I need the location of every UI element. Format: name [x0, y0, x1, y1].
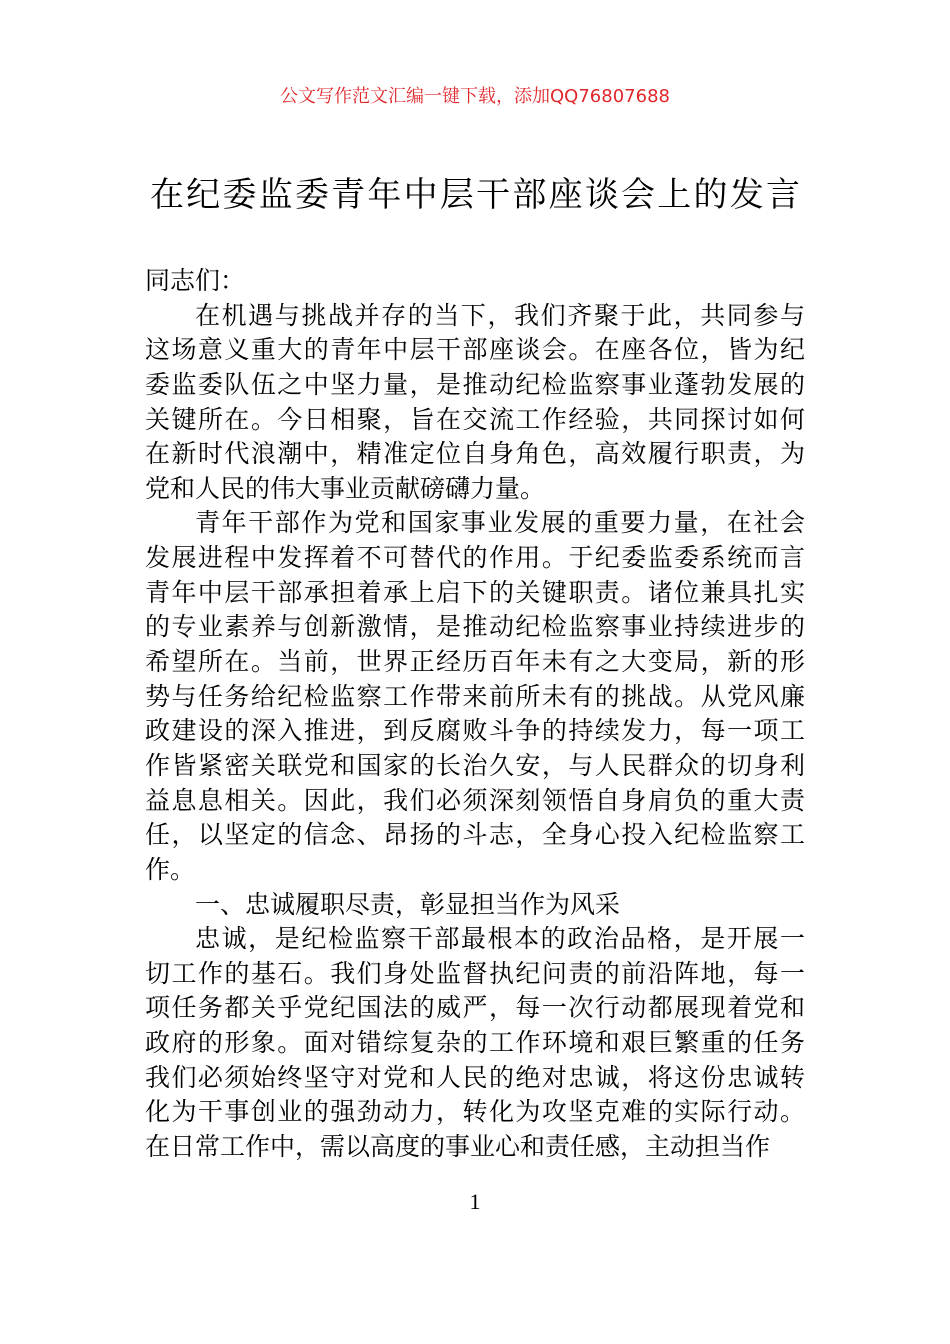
text-line: 忠诚，是纪检监察干部最根本的政治品格，是开展一 — [195, 924, 805, 954]
text-line: 党和人民的伟大事业贡献磅礴力量。 — [145, 473, 546, 503]
text-line: 在日常工作中，需以高度的事业心和责任感，主动担当作 — [145, 1132, 771, 1162]
text-line: 希望所在。当前，世界正经历百年未有之大变局，新的形 — [145, 647, 805, 677]
paragraph — [145, 506, 805, 887]
document-body — [145, 264, 805, 1165]
text-line: 项任务都关乎党纪国法的威严，每一次行动都展现着党和 — [145, 993, 805, 1023]
text-line: 在机遇与挑战并存的当下，我们齐聚于此，共同参与 — [195, 300, 805, 330]
text-line: 作。 — [145, 854, 196, 884]
text-line: 青年中层干部承担着承上启下的关键职责。诸位兼具扎实 — [145, 577, 805, 607]
text-line: 政府的形象。面对错综复杂的工作环境和艰巨繁重的任务 — [145, 1028, 805, 1058]
text-line: 益息息相关。因此，我们必须深刻领悟自身肩负的重大责 — [145, 785, 805, 815]
text-line: 切工作的基石。我们身处监督执纪问责的前沿阵地，每一 — [145, 958, 805, 988]
document-title: 在纪委监委青年中层干部座谈会上的发言 — [150, 175, 800, 215]
greeting: 同志们： — [145, 266, 246, 295]
text-line: 的专业素养与创新激情，是推动纪检监察事业持续进步的 — [145, 612, 805, 642]
paragraph — [145, 299, 805, 507]
text-line: 青年干部作为党和国家事业发展的重要力量，在社会 — [195, 508, 805, 538]
text-line: 发展进程中发挥着不可替代的作用。于纪委监委系统而言 — [145, 543, 805, 573]
text-line: 委监委队伍之中坚力量，是推动纪检监察事业蓬勃发展的 — [145, 369, 805, 399]
text-line: 任，以坚定的信念、昂扬的斗志，全身心投入纪检监察工 — [145, 820, 805, 850]
text-line: 这场意义重大的青年中层干部座谈会。在座各位，皆为纪 — [145, 335, 805, 365]
text-line: 一、忠诚履职尽责，彰显担当作为风采 — [195, 889, 621, 919]
page-number: 1 — [469, 1189, 481, 1214]
text-line: 关键所在。今日相聚，旨在交流工作经验，共同探讨如何 — [145, 404, 805, 434]
text-line: 作皆紧密关联党和国家的长治久安，与人民群众的切身利 — [145, 750, 805, 780]
text-line: 在新时代浪潮中，精准定位自身角色，高效履行职责，为 — [145, 439, 805, 469]
section-heading — [145, 888, 805, 923]
paragraphs — [145, 299, 805, 1165]
paragraph — [145, 922, 805, 1164]
text-line: 势与任务给纪检监察工作带来前所未有的挑战。从党风廉 — [145, 681, 805, 711]
text-line: 我们必须始终坚守对党和人民的绝对忠诚，将这份忠诚转 — [145, 1062, 805, 1092]
text-line: 政建设的深入推进，到反腐败斗争的持续发力，每一项工 — [145, 716, 805, 746]
download-banner: 公文写作范文汇编一键下载，添加QQ76807688 — [280, 86, 670, 107]
text-line: 化为干事创业的强劲动力，转化为攻坚克难的实际行动。 — [145, 1097, 805, 1127]
